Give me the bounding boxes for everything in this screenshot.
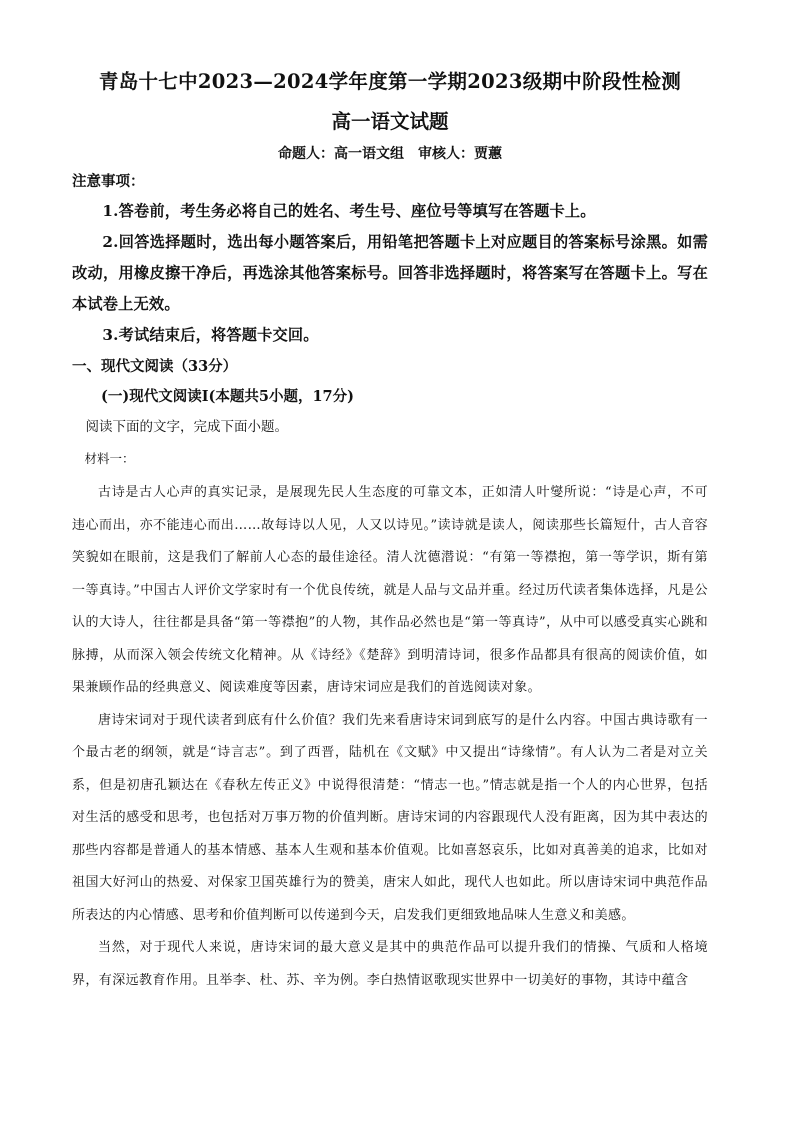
- material-paragraph: 古诗是古人心声的真实记录，是展现先民人生态度的可靠文本，正如清人叶燮所说：“诗是心声，不可违心而出，亦不能违心而出……故每诗以人见，人又以诗见。”读诗就是读人，阅读那些长篇短什，古人音容笑貌如在眼前，这是我们了解前人心态的最佳途径。清人沈德潜说：“有第一等襟抱，第一等学识，斯有第一等真诗。”中国古人评价文学家时有一个优良传统，就是人品与文品并重。经过历代读者集体选择，凡是公认的大诗人，往往都是具备“第一等襟抱”的人物，其作品必然也是“第一等真诗”，从中可以感受真实心跳和脉搏，从而深入领会传统文化精神。从《诗经》《楚辞》到明清诗词，很多作品都具有很高的阅读价值，如果兼顾作品的经典意义、阅读难度等因素，唐诗宋词应是我们的首选阅读对象。: [72, 485, 708, 695]
- section-heading: 一、现代文阅读（33分）: [72, 358, 238, 375]
- notice-item: 3.考试结束后，将答题卡交回。: [102, 326, 319, 344]
- page-subtitle: 高一语文试题: [331, 110, 449, 133]
- material-paragraph: 当然，对于现代人来说，唐诗宋词的最大意义是其中的典范作品可以提升我们的情操、气质和人格境界，有深远教育作用。且举李、杜、苏、辛为例。李白热情讴歌现实世界中一切美好的事物，其诗中蕴含: [72, 940, 708, 988]
- notice-label: 注意事项：: [72, 173, 145, 190]
- notice-item: 1.答卷前，考生务必将自己的姓名、考生号、座位号等填写在答题卡上。: [102, 202, 596, 220]
- subsection-heading: (一)现代文阅读Ⅰ(本题共5小题，17分): [101, 388, 354, 405]
- page-title: 青岛十七中2023—2024学年度第一学期2023级期中阶段性检测: [98, 70, 682, 93]
- material-label: 材料一：: [84, 451, 135, 466]
- reading-instruction: 阅读下面的文字，完成下面小题。: [85, 419, 288, 435]
- author-line: 命题人：高一语文组 审核人：贾蕙: [278, 146, 502, 162]
- material-paragraph: 唐诗宋词对于现代读者到底有什么价值？我们先来看唐诗宋词到底写的是什么内容。中国古典诗歌有一个最古老的纲领，就是“诗言志”。到了西晋，陆机在《文赋》中又提出“诗缘情”。有人认为二者是对立关系，但是初唐孔颖达在《春秋左传正义》中说得很清楚：“情志一也。”情志就是指一个人的内心世界，包括对生活的感受和思考，也包括对万事万物的价值判断。唐诗宋词的内容跟现代人没有距离，因为其中表达的那些内容都是普通人的基本情感、基本人生观和基本价值观。比如喜怒哀乐，比如对真善美的追求，比如对祖国大好河山的热爱、对保家卫国英雄行为的赞美，唐宋人如此，现代人也如此。所以唐诗宋词中典范作品所表达的内心情感、思考和价值判断可以传递到今天，启发我们更细致地品味人生意义和美感。: [72, 712, 708, 923]
- notice-item: 2.回答选择题时，选出每小题答案后，用铅笔把答题卡上对应题目的答案标号涂黑。如需改动，用橡皮擦干净后，再选涂其他答案标号。回答非选择题时，将答案写在答题卡上。写在本试卷上无效。: [72, 233, 708, 313]
